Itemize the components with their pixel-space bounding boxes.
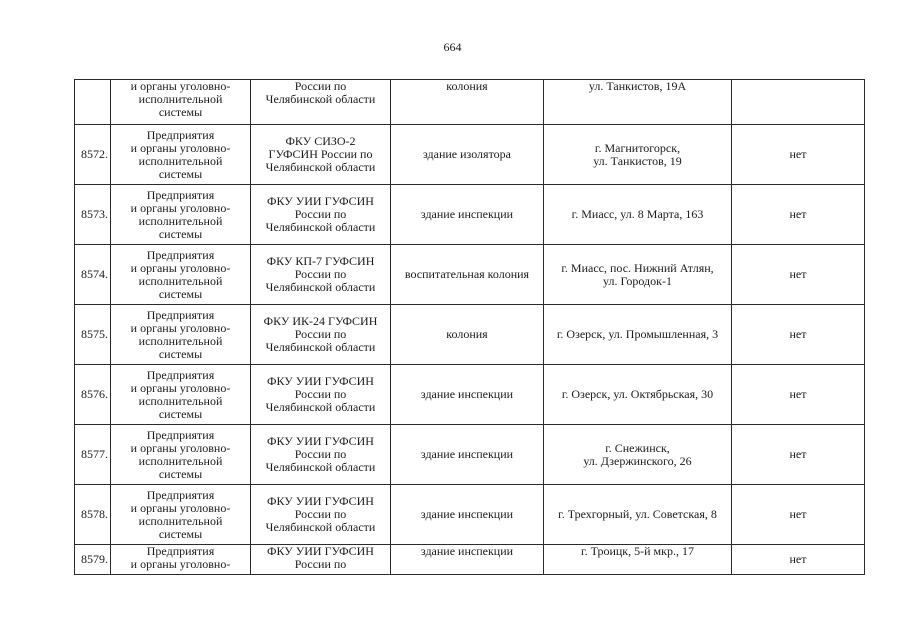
- object-type-cell: здание инспекции: [391, 365, 544, 425]
- object-type-cell: здание инспекции: [391, 485, 544, 545]
- address-cell: г. Троицк, 5-й мкр., 17: [544, 545, 732, 575]
- address-cell: ул. Танкистов, 19А: [544, 80, 732, 125]
- category-cell: Предприятия и органы уголовно- исполнительной системы: [111, 485, 251, 545]
- address-cell: г. Миасс, пос. Нижний Атлян, ул. Городок-1: [544, 245, 732, 305]
- row-number: 8573.: [75, 185, 111, 245]
- address-cell: г. Магнитогорск, ул. Танкистов, 19: [544, 125, 732, 185]
- category-cell: Предприятия и органы уголовно- исполнительной системы: [111, 185, 251, 245]
- table-row: [75, 80, 865, 125]
- object-type-cell: здание инспекции: [391, 425, 544, 485]
- organization-cell: ФКУ КП-7 ГУФСИН России по Челябинской области: [251, 245, 391, 305]
- status-cell: нет: [732, 305, 865, 365]
- category-cell: Предприятия и органы уголовно- исполнительной системы: [111, 125, 251, 185]
- object-type-cell: воспитательная колония: [391, 245, 544, 305]
- object-type-cell: колония: [391, 80, 544, 125]
- table-row: [75, 305, 865, 365]
- category-cell: Предприятия и органы уголовно- исполнительной системы: [111, 305, 251, 365]
- organization-cell: ФКУ УИИ ГУФСИН России по Челябинской области: [251, 185, 391, 245]
- status-cell: нет: [732, 185, 865, 245]
- category-cell: Предприятия и органы уголовно- исполнительной системы: [111, 425, 251, 485]
- address-cell: г. Трехгорный, ул. Советская, 8: [544, 485, 732, 545]
- status-cell: [732, 80, 865, 125]
- organization-cell: ФКУ УИИ ГУФСИН России по Челябинской области: [251, 365, 391, 425]
- table-row: [75, 485, 865, 545]
- row-number: [75, 80, 111, 125]
- organization-cell: России по Челябинской области: [251, 80, 391, 125]
- category-cell: Предприятия и органы уголовно-: [111, 545, 251, 575]
- row-number: 8578.: [75, 485, 111, 545]
- object-type-cell: колония: [391, 305, 544, 365]
- organization-cell: ФКУ СИЗО-2 ГУФСИН России по Челябинской области: [251, 125, 391, 185]
- organization-cell: ФКУ УИИ ГУФСИН России по: [251, 545, 391, 575]
- row-number: 8579.: [75, 545, 111, 575]
- page-number: 664: [443, 40, 462, 54]
- status-cell: нет: [732, 485, 865, 545]
- table-row: [75, 245, 865, 305]
- table-row: [75, 365, 865, 425]
- organization-cell: ФКУ ИК-24 ГУФСИН России по Челябинской области: [251, 305, 391, 365]
- status-cell: нет: [732, 425, 865, 485]
- address-cell: г. Снежинск, ул. Дзержинского, 26: [544, 425, 732, 485]
- row-number: 8572.: [75, 125, 111, 185]
- table-row: [75, 185, 865, 245]
- category-cell: Предприятия и органы уголовно- исполнительной системы: [111, 245, 251, 305]
- row-number: 8576.: [75, 365, 111, 425]
- table-row: [75, 545, 865, 575]
- address-cell: г. Озерск, ул. Промышленная, 3: [544, 305, 732, 365]
- organization-cell: ФКУ УИИ ГУФСИН России по Челябинской области: [251, 425, 391, 485]
- object-type-cell: здание инспекции: [391, 185, 544, 245]
- organization-cell: ФКУ УИИ ГУФСИН России по Челябинской области: [251, 485, 391, 545]
- status-cell: нет: [732, 125, 865, 185]
- table-row: [75, 125, 865, 185]
- register-table: [74, 79, 865, 575]
- category-cell: и органы уголовно- исполнительной системы: [111, 80, 251, 125]
- table-row: [75, 425, 865, 485]
- object-type-cell: здание изолятора: [391, 125, 544, 185]
- category-cell: Предприятия и органы уголовно- исполнительной системы: [111, 365, 251, 425]
- status-cell: нет: [732, 365, 865, 425]
- status-cell: нет: [732, 245, 865, 305]
- address-cell: г. Озерск, ул. Октябрьская, 30: [544, 365, 732, 425]
- row-number: 8574.: [75, 245, 111, 305]
- row-number: 8577.: [75, 425, 111, 485]
- address-cell: г. Миасс, ул. 8 Марта, 163: [544, 185, 732, 245]
- status-cell: нет: [732, 545, 865, 575]
- object-type-cell: здание инспекции: [391, 545, 544, 575]
- row-number: 8575.: [75, 305, 111, 365]
